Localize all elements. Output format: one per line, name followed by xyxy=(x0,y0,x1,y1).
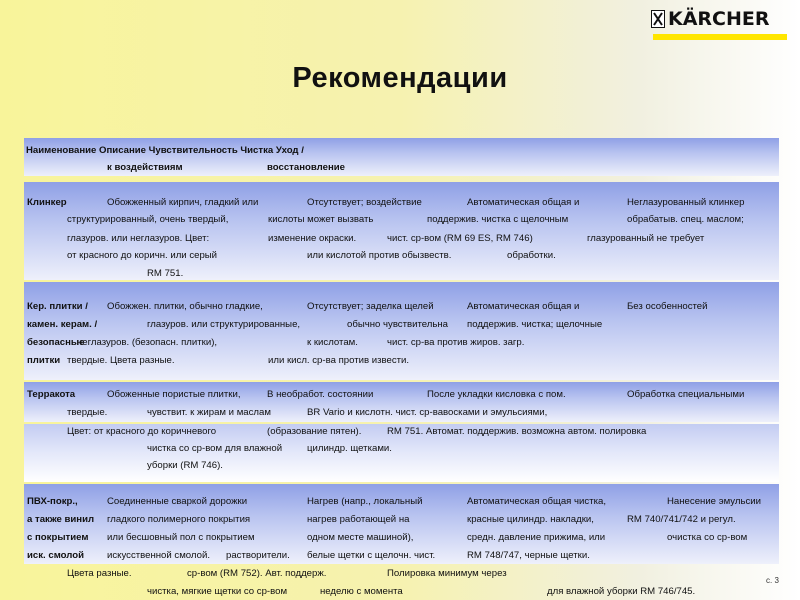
row-line: Обоженные пористые плитки, xyxy=(107,389,241,400)
row-line: обычно чувствительна xyxy=(347,319,448,330)
brand-name: KÄRCHER xyxy=(668,8,770,30)
row-name-pvc: а также винил xyxy=(27,514,95,525)
row-line: Автоматическая общая и xyxy=(467,301,580,312)
row-line: к кислотам. xyxy=(307,337,358,348)
row-line: Автоматическая общая и xyxy=(467,197,580,208)
row-line: RM 751. xyxy=(147,268,184,279)
row-line: Полировка минимум через xyxy=(387,568,507,579)
row-line: Нагрев (напр., локальный xyxy=(307,496,423,507)
row-line: структурированный, очень твердый, xyxy=(67,214,229,225)
row-line: Соединенные сваркой дорожки xyxy=(107,496,248,507)
row-line: чувствит. к жирам и маслам xyxy=(147,407,271,418)
row-line: поддержив. чистка с щелочным xyxy=(427,214,569,225)
row-line: Нанесение эмульсии xyxy=(667,496,761,507)
row-name-ceramic: Кер. плитки / xyxy=(27,301,88,312)
logo-underline xyxy=(653,34,787,40)
row-line: ср-вом (RM 752). Авт. поддерж. xyxy=(187,568,327,579)
row-line: обрабатыв. спец. маслом; xyxy=(627,214,744,225)
row-line: RM 751. Автомат. поддержив. возможна автом. полировка xyxy=(387,426,647,437)
row-line: белые щетки с щелочн. чист. xyxy=(307,550,436,561)
row-line: гладкого полимерного покрытия xyxy=(107,514,251,525)
row-line: BR Vario и кислотн. чист. ср-вавосками и эмульсиями, xyxy=(307,407,548,418)
row-line: средн. давление прижима, или xyxy=(467,532,606,543)
row-line: Неглазурованный клинкер xyxy=(627,197,745,208)
page-number: с. 3 xyxy=(766,576,779,585)
karcher-logo xyxy=(651,8,787,38)
row-line: Обожжен. плитки, обычно гладкие, xyxy=(107,301,263,312)
row-line: твердые. xyxy=(67,407,108,418)
row-line: или кисл. ср-ва против извести. xyxy=(268,355,410,366)
row-line: Отсутствует; заделка щелей xyxy=(307,301,434,312)
row-line: нагрев работающей на xyxy=(307,514,410,525)
row-line: Цвет: от красного до коричневого xyxy=(67,426,217,437)
row-line: Отсутствует; воздействие xyxy=(307,197,422,208)
row-line: красные цилиндр. накладки, xyxy=(467,514,594,525)
row-line: поддержив. чистка; щелочные xyxy=(467,319,603,330)
row-line: RM 748/747, черные щетки. xyxy=(467,550,590,561)
row-line: Обработка специальными xyxy=(627,389,745,400)
row-line: чистка, мягкие щетки со ср-вом xyxy=(147,586,288,597)
row-line: одном месте машиной), xyxy=(307,532,414,543)
row-name-pvc: с покрытием xyxy=(27,532,89,543)
row-name-clinker: Клинкер xyxy=(27,197,67,208)
row-line: глазуров. или неглазуров. Цвет: xyxy=(67,233,210,244)
header-line-1: Наименование Описание Чувствительность Чистка Уход / xyxy=(26,145,304,156)
row-line: обработки. xyxy=(507,250,556,261)
row-line: или бесшовный пол с покрытием xyxy=(107,532,255,543)
row-name-ceramic: плитки xyxy=(27,355,61,366)
row-line: или кислотой против обызвеств. xyxy=(307,250,452,261)
row-line: от красного до коричн. или серый xyxy=(67,250,218,261)
row-line: твердые. Цвета разные. xyxy=(67,355,175,366)
row-name-ceramic: камен. керам. / xyxy=(27,319,98,330)
karcher-emblem-icon xyxy=(651,10,665,28)
row-name-pvc: ПВХ-покр., xyxy=(27,496,78,507)
row-line: неглазуров. (безопасн. плитки), xyxy=(77,337,218,348)
row-line: (образование пятен). xyxy=(267,426,362,437)
row-line: Обожженный кирпич, гладкий или xyxy=(107,197,259,208)
page-title: Рекомендации xyxy=(292,62,508,94)
row-line: чистка со ср-вом для влажной xyxy=(147,443,283,454)
row-line: цилиндр. щетками. xyxy=(307,443,392,454)
row-line: уборки (RM 746). xyxy=(147,460,223,471)
row-line: В необработ. состоянии xyxy=(267,389,374,400)
row-line: глазуров. или структурированные, xyxy=(147,319,301,330)
row-line: После укладки кисловка с пом. xyxy=(427,389,566,400)
row-line: неделю с момента xyxy=(320,586,403,597)
row-line: RM 740/741/742 и регул. xyxy=(627,514,736,525)
row-name-ceramic: безопасные xyxy=(27,337,85,348)
row-line: искусственной смолой. xyxy=(107,550,211,561)
header-line-2: к воздействиям xyxy=(107,162,183,173)
row-line: растворители. xyxy=(226,550,290,561)
row-name-terracotta: Терракота xyxy=(27,389,76,400)
row-line: кислоты может вызвать xyxy=(268,214,374,225)
row-name-pvc: иск. смолой xyxy=(27,550,85,561)
row-line: для влажной уборки RM 746/745. xyxy=(547,586,696,597)
row-line: Без особенностей xyxy=(627,301,708,312)
row-line: чист. ср-ва против жиров. загр. xyxy=(387,337,525,348)
row-line: Цвета разные. xyxy=(67,568,132,579)
row-line: очистка со ср-вом xyxy=(667,532,748,543)
row-line: чист. ср-вом (RM 69 ES, RM 746) xyxy=(387,233,533,244)
row-line: глазурованный не требует xyxy=(587,233,705,244)
header-line-3: восстановление xyxy=(267,162,345,173)
row-line: изменение окраски. xyxy=(268,233,357,244)
row-line: Автоматическая общая чистка, xyxy=(467,496,606,507)
